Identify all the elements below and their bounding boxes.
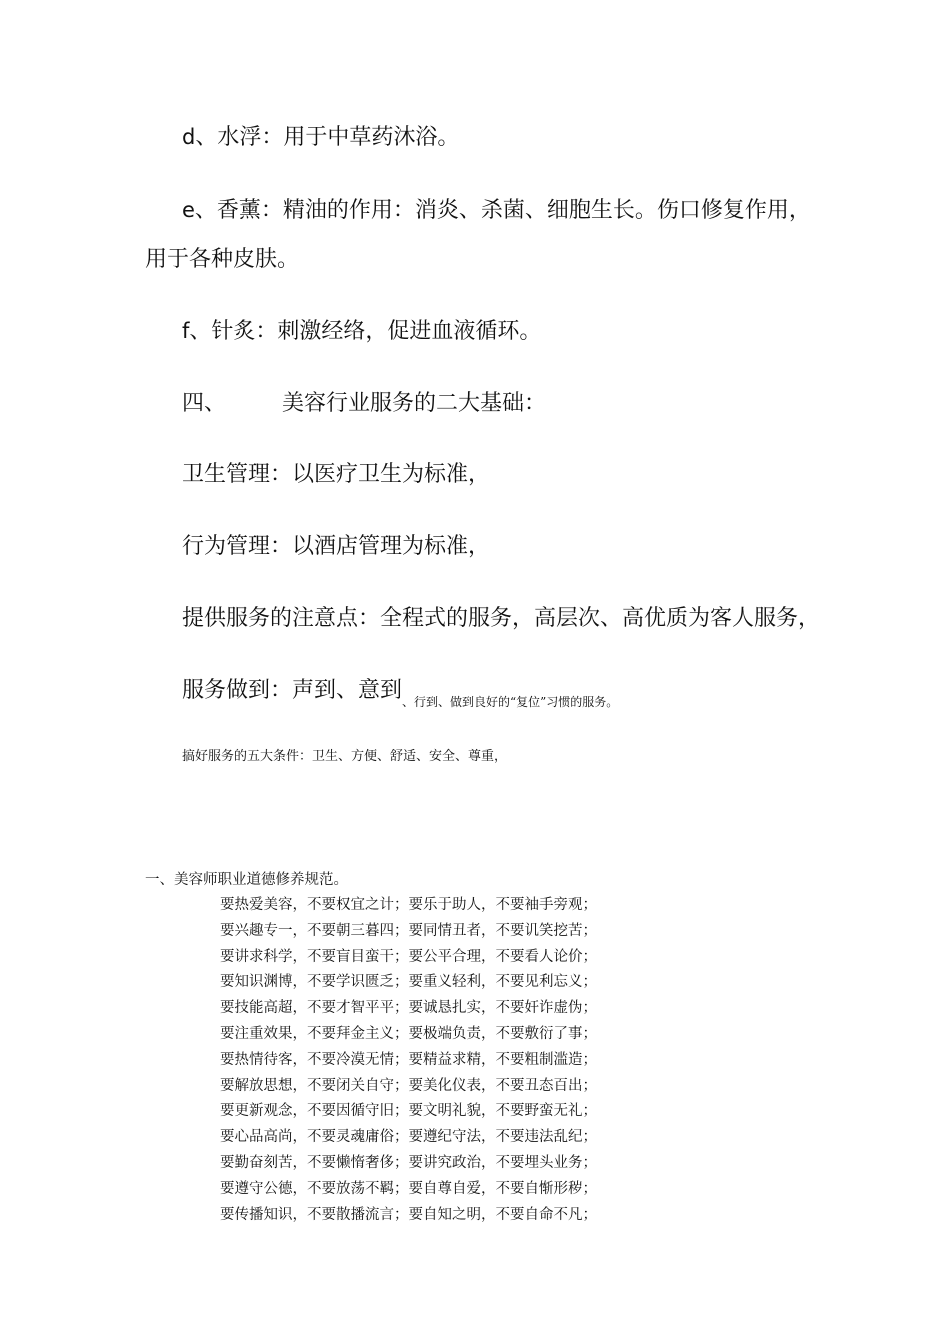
hygiene-management: 卫生管理：以医疗卫生为标准，: [182, 462, 491, 487]
ethics-line: 要注重效果，不要拜金主义；要极端负责，不要敷衍了事；: [220, 1025, 597, 1042]
ethics-line: 要知识渊博，不要学识匮乏；要重义轻利，不要见利忘义；: [220, 974, 597, 991]
ethics-line: 要热情待客，不要冷漠无情；要精益求精，不要粗制滥造；: [220, 1051, 597, 1068]
item-e: [182, 195, 811, 226]
item-f-letter: f: [182, 319, 190, 343]
behavior-management: 行为管理：以酒店管理为标准，: [182, 534, 491, 559]
five-conditions: 搞好服务的五大条件：卫生、方便、舒适、安全、尊重，: [182, 749, 508, 764]
ethics-code-list: [220, 893, 597, 1228]
service-done-small: 、行到、做到良好的“复位”习惯的服务。: [402, 695, 619, 709]
ethics-line: 要更新观念，不要因循守旧；要文明礼貌，不要野蛮无礼；: [220, 1103, 597, 1120]
item-f-text: 、针炙：刺激经络，促进血液循环。: [189, 319, 542, 344]
ethics-line: 要讲求科学，不要盲目蛮干；要公平合理，不要看人论价；: [220, 948, 597, 965]
item-e-letter: e: [182, 198, 195, 222]
section-4-heading: [182, 389, 546, 419]
item-f: [182, 316, 541, 347]
item-e-text: 、香薰：精油的作用：消炎、杀菌、细胞生长。伤口修复作用，: [194, 198, 811, 223]
service-done-large: 服务做到：声到、意到: [182, 678, 403, 703]
ethics-line: 要解放思想，不要闭关自守；要美化仪表，不要丑态百出；: [220, 1077, 597, 1094]
ethics-line: 要技能高超，不要才智平平；要诚恳扎实，不要奸诈虚伪；: [220, 1000, 597, 1017]
section-4-number: 四、: [182, 391, 227, 416]
ethics-line: 要兴趣专一，不要朝三暮四；要同情丑者，不要讥笑挖苦；: [220, 922, 597, 939]
service-points: 提供服务的注意点：全程式的服务，高层次、高优质为客人服务，: [182, 606, 821, 631]
ethics-heading: 一、美容师职业道德修养规范。: [145, 872, 348, 888]
item-d-letter: d: [182, 125, 196, 149]
section-4-title: 美容行业服务的二大基础：: [282, 391, 547, 416]
ethics-line: 要心品高尚，不要灵魂庸俗；要遵纪守法，不要违法乱纪；: [220, 1129, 597, 1146]
item-d-text: 、水浮：用于中草药沐浴。: [195, 125, 460, 150]
ethics-line: 要传播知识，不要散播流言；要自知之明，不要自命不凡；: [220, 1206, 597, 1223]
item-d: [182, 122, 459, 153]
ethics-line: 要热爱美容，不要权宜之计；要乐于助人，不要袖手旁观；: [220, 897, 597, 913]
service-done: [182, 676, 618, 708]
ethics-line: 要遵守公德，不要放荡不羁；要自尊自爱，不要自惭形秽；: [220, 1180, 597, 1197]
ethics-line: 要勤奋刻苦，不要懒惰奢侈；要讲究政治，不要埋头业务；: [220, 1154, 597, 1171]
item-e-continuation: 用于各种皮肤。: [145, 247, 300, 272]
